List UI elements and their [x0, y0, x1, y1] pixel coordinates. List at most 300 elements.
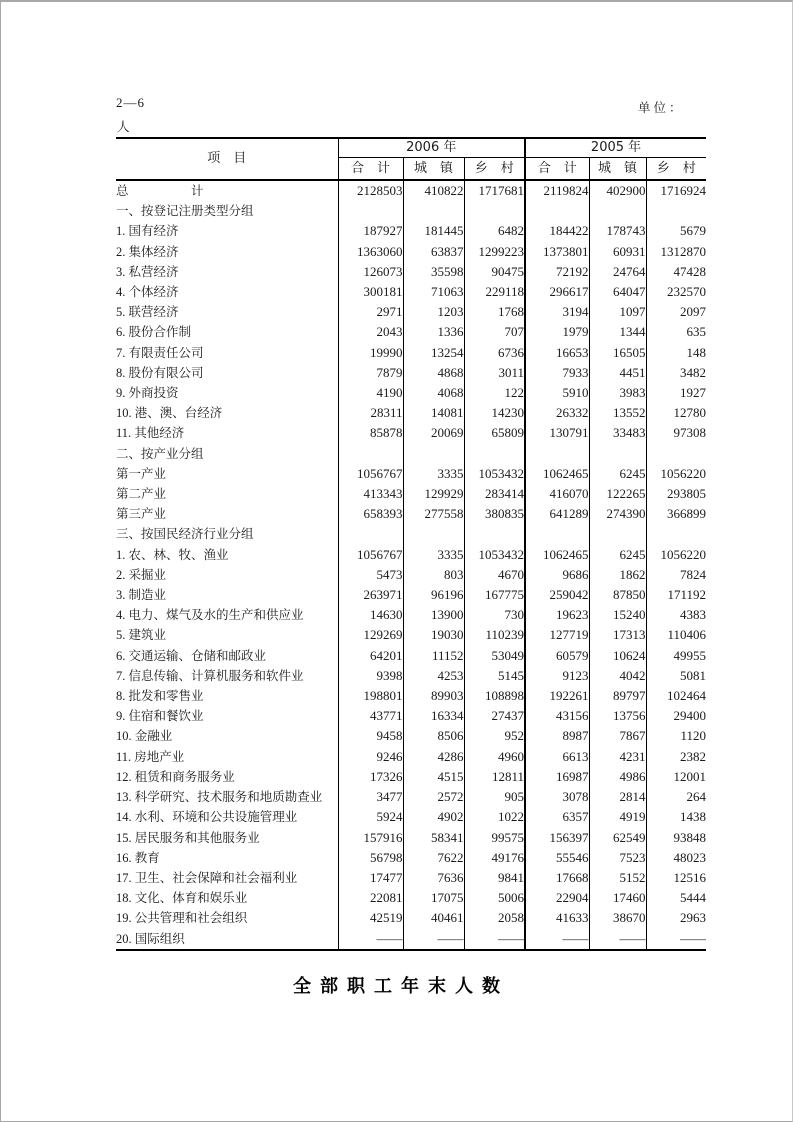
col-header-2005-total: 合 计 — [525, 158, 589, 181]
row-value: 16505 — [589, 343, 646, 363]
row-value: 6245 — [589, 545, 646, 565]
row-value: 7523 — [589, 848, 646, 868]
row-label: 4. 个体经济 — [116, 282, 338, 302]
row-value — [589, 201, 646, 221]
row-value: 2971 — [338, 302, 403, 322]
table-row — [116, 686, 706, 706]
row-value: 300181 — [338, 282, 403, 302]
row-value — [589, 524, 646, 544]
row-value: 63837 — [403, 242, 464, 262]
row-value: 89903 — [403, 686, 464, 706]
row-value: 12780 — [646, 403, 706, 423]
row-value: 8506 — [403, 726, 464, 746]
row-value: 96196 — [403, 585, 464, 605]
row-label: 第一产业 — [116, 464, 338, 484]
table-row — [116, 888, 706, 908]
row-value: 803 — [403, 565, 464, 585]
row-value: 26332 — [525, 403, 589, 423]
year-2006-header: 2006 年 — [338, 138, 525, 158]
row-value: 19990 — [338, 343, 403, 363]
row-label: 13. 科学研究、技术服务和地质勘查业 — [116, 787, 338, 807]
row-label: 17. 卫生、社会保障和社会福利业 — [116, 868, 338, 888]
row-value: 1363060 — [338, 242, 403, 262]
table-row — [116, 908, 706, 928]
row-value — [646, 444, 706, 464]
row-value: 229118 — [464, 282, 525, 302]
row-value: 905 — [464, 787, 525, 807]
row-value: 167775 — [464, 585, 525, 605]
row-value: 171192 — [646, 585, 706, 605]
row-value: 60579 — [525, 646, 589, 666]
row-value: 259042 — [525, 585, 589, 605]
row-value: 7824 — [646, 565, 706, 585]
col-header-2005-urban: 城 镇 — [589, 158, 646, 181]
row-value: 47428 — [646, 262, 706, 282]
row-value — [589, 444, 646, 464]
row-value: 5924 — [338, 807, 403, 827]
row-value: 187927 — [338, 221, 403, 241]
row-value: 5006 — [464, 888, 525, 908]
table-row — [116, 221, 706, 241]
row-label: 3. 制造业 — [116, 585, 338, 605]
row-value: 1053432 — [464, 545, 525, 565]
row-value: 1053432 — [464, 464, 525, 484]
row-value — [403, 201, 464, 221]
row-value — [525, 524, 589, 544]
row-value: 6245 — [589, 464, 646, 484]
year-2005-header: 2005 年 — [525, 138, 706, 158]
row-value: 64047 — [589, 282, 646, 302]
row-value: 1056767 — [338, 464, 403, 484]
row-label: 5. 联营经济 — [116, 302, 338, 322]
row-value: 9686 — [525, 565, 589, 585]
row-value: 126073 — [338, 262, 403, 282]
row-label: 第三产业 — [116, 504, 338, 524]
row-label: 4. 电力、煤气及水的生产和供应业 — [116, 605, 338, 625]
col-header-2006-total: 合 计 — [338, 158, 403, 181]
row-label: 14. 水利、环境和公共设施管理业 — [116, 807, 338, 827]
row-value: 43156 — [525, 706, 589, 726]
row-value: 17075 — [403, 888, 464, 908]
row-value: 1716924 — [646, 180, 706, 201]
row-value — [525, 444, 589, 464]
row-value: 110239 — [464, 625, 525, 645]
row-value: 1979 — [525, 322, 589, 342]
row-value: 12811 — [464, 767, 525, 787]
row-value: 416070 — [525, 484, 589, 504]
row-value: 4253 — [403, 666, 464, 686]
row-value: 410822 — [403, 180, 464, 201]
row-value: 56798 — [338, 848, 403, 868]
row-value: 3335 — [403, 464, 464, 484]
row-value: 17668 — [525, 868, 589, 888]
row-value: 2058 — [464, 908, 525, 928]
row-value: 65809 — [464, 423, 525, 443]
row-value: 41633 — [525, 908, 589, 928]
table-row — [116, 302, 706, 322]
row-value: 27437 — [464, 706, 525, 726]
table-row — [116, 605, 706, 625]
row-value: 283414 — [464, 484, 525, 504]
row-value: 15240 — [589, 605, 646, 625]
row-value — [338, 524, 403, 544]
row-value: 9398 — [338, 666, 403, 686]
row-label: 11. 其他经济 — [116, 423, 338, 443]
row-value: 55546 — [525, 848, 589, 868]
row-value: 5152 — [589, 868, 646, 888]
row-label: 10. 金融业 — [116, 726, 338, 746]
row-value: 181445 — [403, 221, 464, 241]
row-label: 7. 有限责任公司 — [116, 343, 338, 363]
row-value: 1056767 — [338, 545, 403, 565]
row-value: 19623 — [525, 605, 589, 625]
row-label: 10. 港、澳、台经济 — [116, 403, 338, 423]
table-row — [116, 504, 706, 524]
row-value: 4042 — [589, 666, 646, 686]
row-value — [646, 524, 706, 544]
row-value: 274390 — [589, 504, 646, 524]
row-value: 1336 — [403, 322, 464, 342]
row-value: 1203 — [403, 302, 464, 322]
row-value: 296617 — [525, 282, 589, 302]
row-value: 6613 — [525, 747, 589, 767]
row-label: 9. 住宿和餐饮业 — [116, 706, 338, 726]
row-value: 4868 — [403, 363, 464, 383]
row-value: 1373801 — [525, 242, 589, 262]
row-value: 4670 — [464, 565, 525, 585]
row-value: 3194 — [525, 302, 589, 322]
row-value: 5444 — [646, 888, 706, 908]
row-value: 402900 — [589, 180, 646, 201]
row-value: 64201 — [338, 646, 403, 666]
row-value: 129269 — [338, 625, 403, 645]
row-label: 6. 交通运输、仓储和邮政业 — [116, 646, 338, 666]
row-value — [646, 201, 706, 221]
row-value: 293805 — [646, 484, 706, 504]
row-value: 7879 — [338, 363, 403, 383]
row-value: 4190 — [338, 383, 403, 403]
row-value — [464, 201, 525, 221]
table-row — [116, 343, 706, 363]
row-value: 122265 — [589, 484, 646, 504]
table-row — [116, 565, 706, 585]
row-value: 14230 — [464, 403, 525, 423]
row-value: 3477 — [338, 787, 403, 807]
row-value: 19030 — [403, 625, 464, 645]
row-value: 9123 — [525, 666, 589, 686]
row-value — [403, 524, 464, 544]
table-row — [116, 828, 706, 848]
row-value: 6736 — [464, 343, 525, 363]
row-value: 14630 — [338, 605, 403, 625]
row-value: 1862 — [589, 565, 646, 585]
row-label: 15. 居民服务和其他服务业 — [116, 828, 338, 848]
row-label: 3. 私营经济 — [116, 262, 338, 282]
row-value: —— — [646, 929, 706, 950]
row-value: 6482 — [464, 221, 525, 241]
row-value: 5081 — [646, 666, 706, 686]
row-value: 184422 — [525, 221, 589, 241]
col-header-2006-urban: 城 镇 — [403, 158, 464, 181]
table-body — [116, 180, 706, 950]
table-row — [116, 767, 706, 787]
row-value: 1299223 — [464, 242, 525, 262]
row-value: 110406 — [646, 625, 706, 645]
row-value: 3078 — [525, 787, 589, 807]
row-value: 1312870 — [646, 242, 706, 262]
row-label: 总 计 — [116, 180, 338, 201]
row-value: 2128503 — [338, 180, 403, 201]
row-value: 635 — [646, 322, 706, 342]
row-value: 71063 — [403, 282, 464, 302]
row-value: 2963 — [646, 908, 706, 928]
row-value — [403, 444, 464, 464]
table-row — [116, 706, 706, 726]
row-value: 24764 — [589, 262, 646, 282]
row-label: 一、按登记注册类型分组 — [116, 201, 338, 221]
row-value: 4451 — [589, 363, 646, 383]
row-value — [464, 524, 525, 544]
row-value: 413343 — [338, 484, 403, 504]
row-value: 192261 — [525, 686, 589, 706]
statistics-table — [116, 137, 706, 951]
row-value: 7622 — [403, 848, 464, 868]
row-value — [338, 201, 403, 221]
row-value: 22081 — [338, 888, 403, 908]
row-value: 4919 — [589, 807, 646, 827]
row-value: 3983 — [589, 383, 646, 403]
row-label: 9. 外商投资 — [116, 383, 338, 403]
row-label: 8. 批发和零售业 — [116, 686, 338, 706]
row-value: 1120 — [646, 726, 706, 746]
row-value: 178743 — [589, 221, 646, 241]
row-value: 7867 — [589, 726, 646, 746]
row-value: 4383 — [646, 605, 706, 625]
row-value: 17477 — [338, 868, 403, 888]
table-row — [116, 868, 706, 888]
unit-value: 人 — [117, 120, 130, 134]
table-row — [116, 464, 706, 484]
row-value: 12001 — [646, 767, 706, 787]
row-value: 5679 — [646, 221, 706, 241]
row-value: 29400 — [646, 706, 706, 726]
row-value: 2572 — [403, 787, 464, 807]
table-row — [116, 180, 706, 201]
row-value: 87850 — [589, 585, 646, 605]
row-label: 二、按产业分组 — [116, 444, 338, 464]
row-label: 1. 国有经济 — [116, 221, 338, 241]
table-row — [116, 282, 706, 302]
table-row — [116, 423, 706, 443]
row-value: 7636 — [403, 868, 464, 888]
row-value: 43771 — [338, 706, 403, 726]
row-value: 232570 — [646, 282, 706, 302]
row-value: 9841 — [464, 868, 525, 888]
row-value: 11152 — [403, 646, 464, 666]
row-value: 58341 — [403, 828, 464, 848]
row-value: 9458 — [338, 726, 403, 746]
row-value: 1927 — [646, 383, 706, 403]
row-value: 62549 — [589, 828, 646, 848]
row-value: 49955 — [646, 646, 706, 666]
row-value: 4231 — [589, 747, 646, 767]
row-value: 53049 — [464, 646, 525, 666]
row-value: —— — [589, 929, 646, 950]
table-row — [116, 524, 706, 544]
row-value: 102464 — [646, 686, 706, 706]
row-value: 277558 — [403, 504, 464, 524]
row-value: 16653 — [525, 343, 589, 363]
row-value: 6357 — [525, 807, 589, 827]
row-value: 13552 — [589, 403, 646, 423]
row-value: 48023 — [646, 848, 706, 868]
row-value: 2043 — [338, 322, 403, 342]
row-value: 127719 — [525, 625, 589, 645]
table-row — [116, 545, 706, 565]
row-value: 157916 — [338, 828, 403, 848]
row-value: 5473 — [338, 565, 403, 585]
table-row — [116, 242, 706, 262]
row-value — [464, 444, 525, 464]
row-value: 28311 — [338, 403, 403, 423]
row-value: 5145 — [464, 666, 525, 686]
row-value: 148 — [646, 343, 706, 363]
row-value: 658393 — [338, 504, 403, 524]
table-row — [116, 929, 706, 950]
row-value: 4960 — [464, 747, 525, 767]
row-label: 8. 股份有限公司 — [116, 363, 338, 383]
row-value: 4286 — [403, 747, 464, 767]
row-value: 952 — [464, 726, 525, 746]
row-label: 1. 农、林、牧、渔业 — [116, 545, 338, 565]
row-label: 6. 股份合作制 — [116, 322, 338, 342]
table-row — [116, 747, 706, 767]
row-value: 90475 — [464, 262, 525, 282]
col-header-2005-rural: 乡 村 — [646, 158, 706, 181]
row-value: 380835 — [464, 504, 525, 524]
table-row — [116, 666, 706, 686]
row-value: 264 — [646, 787, 706, 807]
table-header — [116, 138, 706, 180]
unit-label: 单位： — [638, 101, 685, 115]
row-value: 93848 — [646, 828, 706, 848]
row-value: 130791 — [525, 423, 589, 443]
row-value: 122 — [464, 383, 525, 403]
row-value: 1344 — [589, 322, 646, 342]
row-value: 17326 — [338, 767, 403, 787]
page-title: 全部职工年末人数 — [293, 976, 509, 997]
statistics-table-container — [116, 137, 706, 951]
row-value: 641289 — [525, 504, 589, 524]
row-value: 16334 — [403, 706, 464, 726]
row-value: 60931 — [589, 242, 646, 262]
row-value: 12516 — [646, 868, 706, 888]
row-value: 366899 — [646, 504, 706, 524]
row-value: 1062465 — [525, 464, 589, 484]
row-value: 89797 — [589, 686, 646, 706]
row-value: 1056220 — [646, 545, 706, 565]
row-label: 5. 建筑业 — [116, 625, 338, 645]
row-value: 38670 — [589, 908, 646, 928]
table-row — [116, 646, 706, 666]
year-header-row — [116, 138, 706, 158]
row-value: 108898 — [464, 686, 525, 706]
table-row — [116, 383, 706, 403]
row-label: 18. 文化、体育和娱乐业 — [116, 888, 338, 908]
row-value: 9246 — [338, 747, 403, 767]
row-value: 42519 — [338, 908, 403, 928]
row-value: 1768 — [464, 302, 525, 322]
table-row — [116, 322, 706, 342]
row-label: 7. 信息传输、计算机服务和软件业 — [116, 666, 338, 686]
row-value: 13900 — [403, 605, 464, 625]
table-row — [116, 201, 706, 221]
row-label: 16. 教育 — [116, 848, 338, 868]
row-value: 730 — [464, 605, 525, 625]
row-value: 4068 — [403, 383, 464, 403]
row-label: 12. 租赁和商务服务业 — [116, 767, 338, 787]
row-value: 1062465 — [525, 545, 589, 565]
col-header-2006-rural: 乡 村 — [464, 158, 525, 181]
row-value: 20069 — [403, 423, 464, 443]
row-value: 1097 — [589, 302, 646, 322]
row-value: 13756 — [589, 706, 646, 726]
row-value: 33483 — [589, 423, 646, 443]
row-value: 85878 — [338, 423, 403, 443]
row-value: 2119824 — [525, 180, 589, 201]
row-value: 22904 — [525, 888, 589, 908]
row-value: 2814 — [589, 787, 646, 807]
row-value: 2097 — [646, 302, 706, 322]
row-label: 11. 房地产业 — [116, 747, 338, 767]
row-value: 198801 — [338, 686, 403, 706]
row-value: 17313 — [589, 625, 646, 645]
row-value: 10624 — [589, 646, 646, 666]
row-value: 3335 — [403, 545, 464, 565]
row-value: 129929 — [403, 484, 464, 504]
row-value: 14081 — [403, 403, 464, 423]
row-value: —— — [403, 929, 464, 950]
row-value: 1056220 — [646, 464, 706, 484]
row-value: 263971 — [338, 585, 403, 605]
row-value: 2382 — [646, 747, 706, 767]
row-value: —— — [338, 929, 403, 950]
row-value: 3011 — [464, 363, 525, 383]
row-value: 49176 — [464, 848, 525, 868]
row-value: 7933 — [525, 363, 589, 383]
row-value: 707 — [464, 322, 525, 342]
row-value: 13254 — [403, 343, 464, 363]
row-value: 1717681 — [464, 180, 525, 201]
row-label: 2. 采掘业 — [116, 565, 338, 585]
table-row — [116, 403, 706, 423]
row-label: 19. 公共管理和社会组织 — [116, 908, 338, 928]
row-value: 156397 — [525, 828, 589, 848]
row-value: 17460 — [589, 888, 646, 908]
table-row — [116, 262, 706, 282]
row-value: 1438 — [646, 807, 706, 827]
row-label: 2. 集体经济 — [116, 242, 338, 262]
table-row — [116, 363, 706, 383]
table-row — [116, 444, 706, 464]
table-row — [116, 625, 706, 645]
row-value: 4986 — [589, 767, 646, 787]
row-value: 5910 — [525, 383, 589, 403]
row-value: 1022 — [464, 807, 525, 827]
row-value: —— — [464, 929, 525, 950]
table-row — [116, 807, 706, 827]
table-number: 2—6 — [116, 95, 145, 110]
